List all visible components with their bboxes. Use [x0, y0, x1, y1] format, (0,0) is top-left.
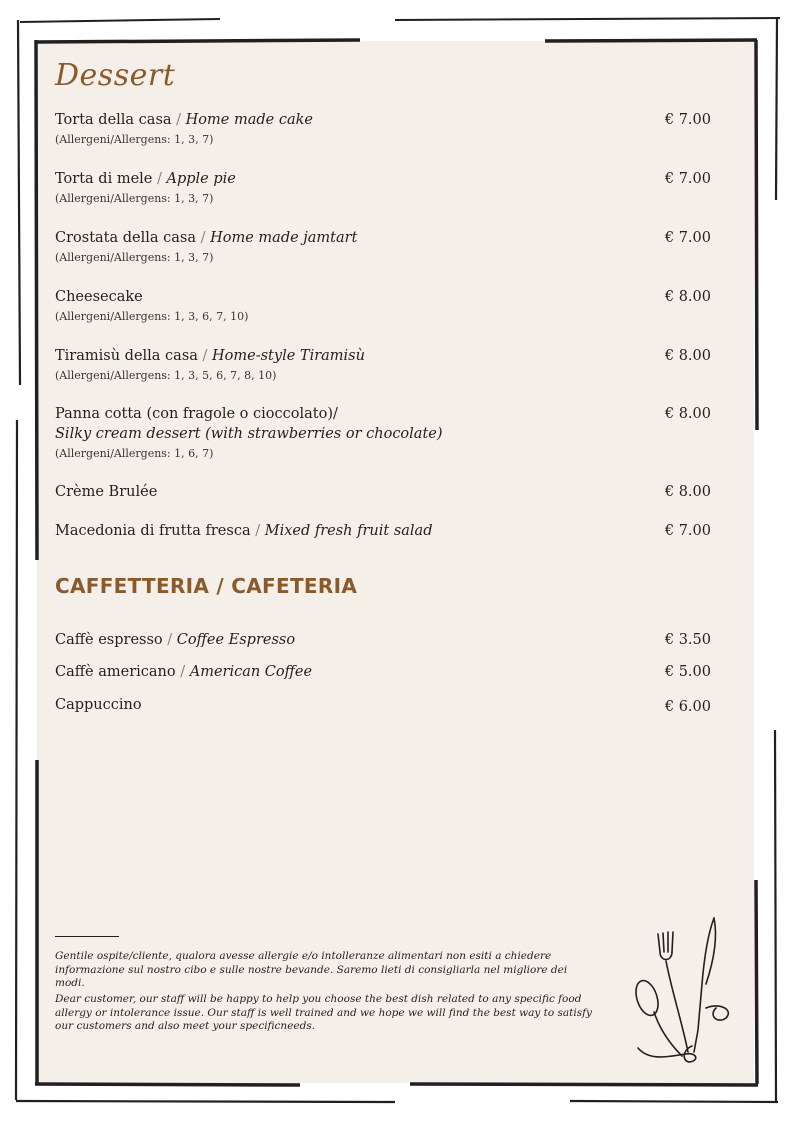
menu-item: [55, 287, 715, 325]
item-name-line: [55, 169, 715, 189]
allergy-note-italian: Gentile ospite/cliente, qualora avesse allergie e/o intolleranze alimentari non esiti a chiedere informazione sul nostro cibo e sulle nostre bevande. Saremo lieti di consigliarla nel migliore dei modi.: [55, 950, 568, 989]
item-separator: /: [171, 112, 186, 128]
item-name-it: Caffè americano: [55, 664, 176, 680]
dessert-title: Dessert: [55, 58, 176, 93]
item-name-it: Crostata della casa: [55, 230, 196, 246]
menu-item: [55, 110, 715, 148]
item-price: € 5.00: [664, 664, 711, 680]
menu-item: [55, 521, 715, 541]
item-price: € 8.00: [664, 484, 711, 500]
item-name-en: Mixed fresh fruit salad: [264, 523, 433, 539]
item-name-it: Cheesecake: [55, 289, 143, 305]
item-allergens: (Allergeni/Allergens: 1, 3, 7): [55, 133, 214, 146]
note-divider: [55, 936, 119, 937]
item-name-it: Torta della casa: [55, 112, 172, 128]
item-name-en: Coffee Espresso: [176, 632, 296, 648]
item-name-it: Crème Brulée: [55, 484, 158, 500]
item-price: € 3.50: [664, 632, 711, 648]
fork-knife-spoon-icon: [630, 912, 738, 1064]
menu-item: [55, 346, 715, 384]
item-allergens: (Allergeni/Allergens: 1, 3, 7): [55, 251, 214, 264]
item-separator: /: [196, 230, 211, 246]
item-separator: /: [250, 523, 265, 539]
item-name-it: Macedonia di frutta fresca: [55, 523, 251, 539]
menu-item: [55, 695, 715, 715]
item-allergens: (Allergeni/Allergens: 1, 3, 7): [55, 192, 214, 205]
item-price: € 8.00: [664, 406, 711, 422]
menu-item: [55, 662, 715, 682]
allergy-note-english: Dear customer, our staff will be happy to help you choose the best dish related to any specific food allergy or intolerance issue. Our staff is well trained and we hope we will find the best way to satisfy our customers and also meet your specificneeds.: [55, 993, 592, 1032]
cafeteria-title: CAFFETTERIA / CAFETERIA: [55, 574, 358, 598]
menu-item: [55, 404, 715, 462]
item-allergens: (Allergeni/Allergens: 1, 6, 7): [55, 447, 214, 460]
item-price: € 7.00: [664, 230, 711, 246]
item-name-line: [55, 482, 715, 502]
item-price: € 8.00: [664, 348, 711, 364]
item-separator: /: [152, 171, 167, 187]
item-name-en: Home made cake: [185, 112, 313, 128]
menu-item: [55, 228, 715, 266]
item-allergens: (Allergeni/Allergens: 1, 3, 6, 7, 10): [55, 310, 249, 323]
item-name-en: Silky cream dessert (with strawberries or chocolate): [55, 426, 443, 442]
item-name-en: Apple pie: [166, 171, 236, 187]
menu-item: [55, 482, 715, 502]
item-allergens: (Allergeni/Allergens: 1, 3, 5, 6, 7, 8, 10): [55, 369, 277, 382]
item-price: € 7.00: [664, 523, 711, 539]
item-name-it: Tiramisù della casa: [55, 348, 198, 364]
item-name-en: Home made jamtart: [210, 230, 358, 246]
menu-item: [55, 169, 715, 207]
item-name-line: [55, 110, 715, 130]
item-price: € 7.00: [664, 171, 711, 187]
item-name-it: Panna cotta (con fragole o cioccolato)/: [55, 406, 338, 422]
item-name-line: [55, 630, 715, 650]
item-name-line: [55, 521, 715, 541]
item-separator: /: [197, 348, 213, 364]
item-separator: /: [175, 664, 190, 680]
item-name-line: [55, 228, 715, 248]
item-separator: /: [162, 632, 177, 648]
menu-item: [55, 630, 715, 650]
item-name-it: Cappuccino: [55, 697, 142, 713]
item-name-it: Torta di mele: [55, 171, 153, 187]
item-name-line: [55, 695, 715, 715]
item-price: € 6.00: [664, 699, 711, 715]
item-name-it: Caffè espresso: [55, 632, 163, 648]
item-name-en: Home-style Tiramisù: [212, 348, 365, 364]
item-name-line: [55, 662, 715, 682]
item-price: € 7.00: [664, 112, 711, 128]
item-name-line: [55, 346, 715, 366]
item-name-line: [55, 287, 715, 307]
item-name-en: American Coffee: [189, 664, 313, 680]
item-price: € 8.00: [664, 289, 711, 305]
